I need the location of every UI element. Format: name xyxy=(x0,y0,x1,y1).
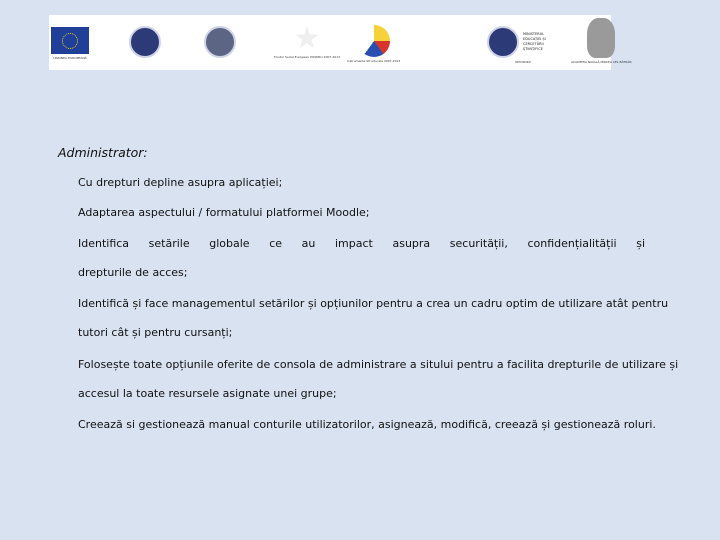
government-seal-logo xyxy=(129,26,161,58)
structural-instruments-logo xyxy=(347,25,400,63)
is-caption: Instrumente Structurale 2007-2013 xyxy=(347,59,401,63)
eu-flag-icon xyxy=(51,27,89,54)
list-item: tutori cât și pentru cursanți; xyxy=(78,326,233,339)
list-item: Folosește toate opțiunile oferite de consola de administrare a sitului pentru a facilita drepturile de utilizare și xyxy=(78,358,679,371)
eu-logo xyxy=(51,27,89,60)
seal-icon xyxy=(129,26,161,58)
fse-caption: Fondul Social European POSDRU 2007-2013 xyxy=(274,55,341,59)
academy-crest-icon xyxy=(587,18,615,58)
academy-logo xyxy=(571,18,632,64)
list-item: Cu drepturi depline asupra aplicației; xyxy=(78,176,283,189)
list-item: Creează si gestionează manual conturile utilizatorilor, asignează, modifică, creează și gestionează roluri. xyxy=(78,418,656,431)
ministry-name: MINISTERUL EDUCAȚIEI ȘI CERCETĂRII ȘTIINȚIFICE xyxy=(523,32,546,51)
is-emblem-icon xyxy=(358,25,390,57)
list-item: Adaptarea aspectului / formatului platformei Moodle; xyxy=(78,206,370,219)
list-item: accesul la toate resursele asignate unei grupe; xyxy=(78,387,337,400)
fse-logo xyxy=(274,21,341,59)
list-item: drepturile de acces; xyxy=(78,266,188,279)
oiposdru-logo xyxy=(487,26,559,64)
academy-caption: ACADEMIA NAVALĂ MIRCEA CEL BĂTRÂN xyxy=(571,60,632,64)
ministry-seal-logo xyxy=(204,26,236,58)
fse-star-icon: ★ xyxy=(293,21,321,56)
seal-icon xyxy=(204,26,236,58)
list-item: Identifica setările globale ce au impact asupra securității, confidențialității și xyxy=(78,237,645,250)
partner-logo-bar xyxy=(49,15,632,70)
list-item: Identifică și face managementul setărilor și opțiunilor pentru a crea un cadru optim de utilizare atât pentru xyxy=(78,297,669,310)
seal-icon xyxy=(487,26,519,58)
oi-caption: OIPOSDRU xyxy=(515,60,531,64)
eu-caption: UNIUNEA EUROPEANĂ xyxy=(53,56,87,60)
role-heading: Administrator: xyxy=(58,145,148,160)
